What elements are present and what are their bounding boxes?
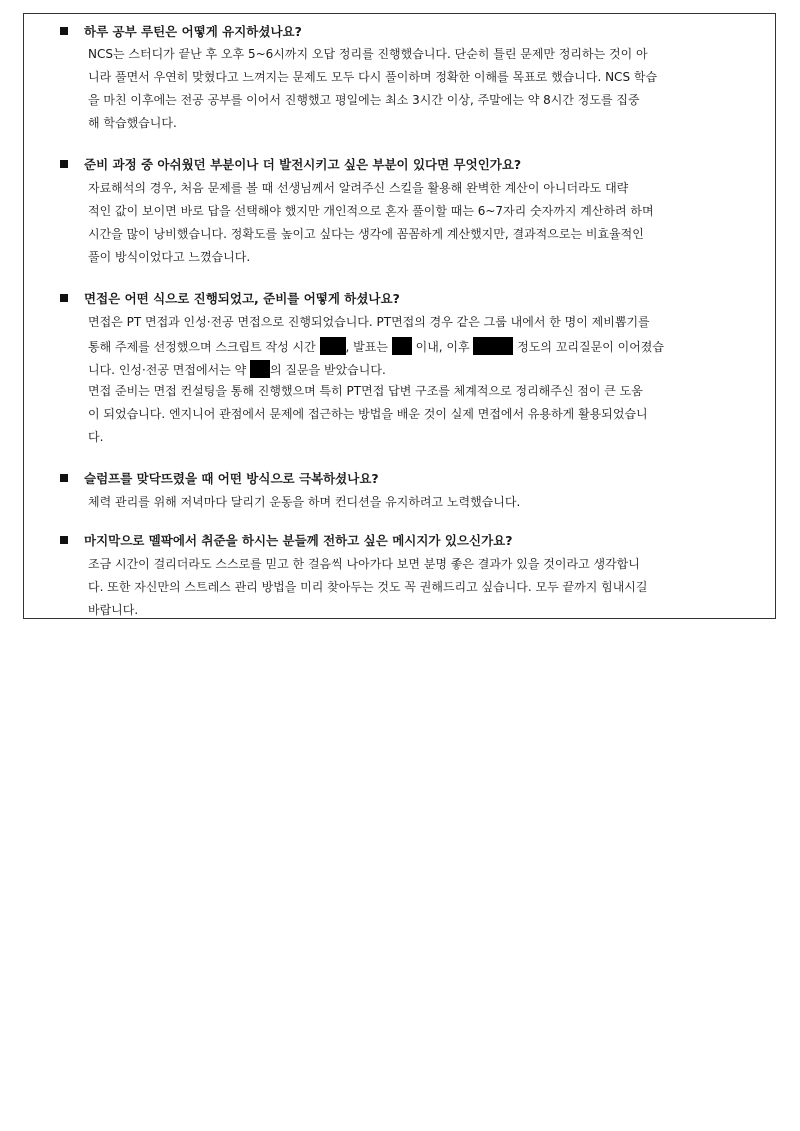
answer-line: 적인 값이 보이면 바로 답을 선택해야 했지만 개인적으로 혼자 풀이할 때는 6~7자리 숫자까지 계산하려 하며 [88,204,654,218]
redaction-box [392,337,412,355]
answer-line: 이 되었습니다. 엔지니어 관점에서 문제에 접근하는 방법을 배운 것이 실제 면접에서 유용하게 활용되었습니 [88,407,648,421]
answer-line: 니라 풀면서 우연히 맞혔다고 느껴지는 문제도 모두 다시 풀이하며 정확한 이해를 목표로 했습니다. NCS 학습 [88,70,658,84]
interview-box [23,13,776,619]
answer-line: 바랍니다. [88,603,139,617]
answer-line: 니다. 인성·전공 면접에서는 약 의 질문을 받았습니다. [88,360,386,378]
answer-line: 풀이 방식이었다고 느꼈습니다. [88,250,251,264]
question-heading: 면접은 어떤 식으로 진행되었고, 준비를 어떻게 하셨나요? [60,291,400,307]
square-bullet-icon [60,536,68,544]
answer-line: 면접 준비는 면접 컨설팅을 통해 진행했으며 특히 PT면접 답변 구조를 체계적으로 정리해주신 점이 큰 도움 [88,384,643,398]
square-bullet-icon [60,474,68,482]
answer-line: NCS는 스터디가 끝난 후 오후 5~6시까지 오답 정리를 진행했습니다. 단순히 틀린 문제만 정리하는 것이 아 [88,47,648,61]
redaction-box [320,337,346,355]
answer-line: 통해 주제를 선정했으며 스크립트 작성 시간 , 발표는 이내, 이후 정도의 꼬리질문이 이어졌습 [88,337,664,355]
question-heading: 하루 공부 루틴은 어떻게 유지하셨나요? [60,24,302,40]
question-heading: 준비 과정 중 아쉬웠던 부분이나 더 발전시키고 싶은 부분이 있다면 무엇인가요? [60,157,521,173]
square-bullet-icon [60,27,68,35]
redaction-box [473,337,513,355]
answer-line: 다. [88,430,104,444]
question-heading: 마지막으로 멜팍에서 취준을 하시는 분들께 전하고 싶은 메시지가 있으신가요? [60,533,512,549]
answer-line: 자료해석의 경우, 처음 문제를 볼 때 선생님께서 알려주신 스킬을 활용해 완벽한 계산이 아니더라도 대략 [88,181,629,195]
answer-line: 해 학습했습니다. [88,116,177,130]
square-bullet-icon [60,294,68,302]
answer-line: 을 마친 이후에는 전공 공부를 이어서 진행했고 평일에는 최소 3시간 이상, 주말에는 약 8시간 정도를 집중 [88,93,640,107]
answer-line: 체력 관리를 위해 저녁마다 달리기 운동을 하며 컨디션을 유지하려고 노력했습니다. [88,495,521,509]
square-bullet-icon [60,160,68,168]
answer-line: 면접은 PT 면접과 인성·전공 면접으로 진행되었습니다. PT면접의 경우 같은 그룹 내에서 한 명이 제비뽑기를 [88,315,650,329]
redaction-box [250,360,270,378]
answer-line: 다. 또한 자신만의 스트레스 관리 방법을 미리 찾아두는 것도 꼭 권해드리고 싶습니다. 모두 끝까지 힘내시길 [88,580,648,594]
answer-line: 시간을 많이 낭비했습니다. 정확도를 높이고 싶다는 생각에 꼼꼼하게 계산했지만, 결과적으로는 비효율적인 [88,227,644,241]
question-heading: 슬럼프를 맞닥뜨렸을 때 어떤 방식으로 극복하셨나요? [60,471,379,487]
answer-line: 조금 시간이 걸리더라도 스스로를 믿고 한 걸음씩 나아가다 보면 분명 좋은 결과가 있을 것이라고 생각합니 [88,557,640,571]
